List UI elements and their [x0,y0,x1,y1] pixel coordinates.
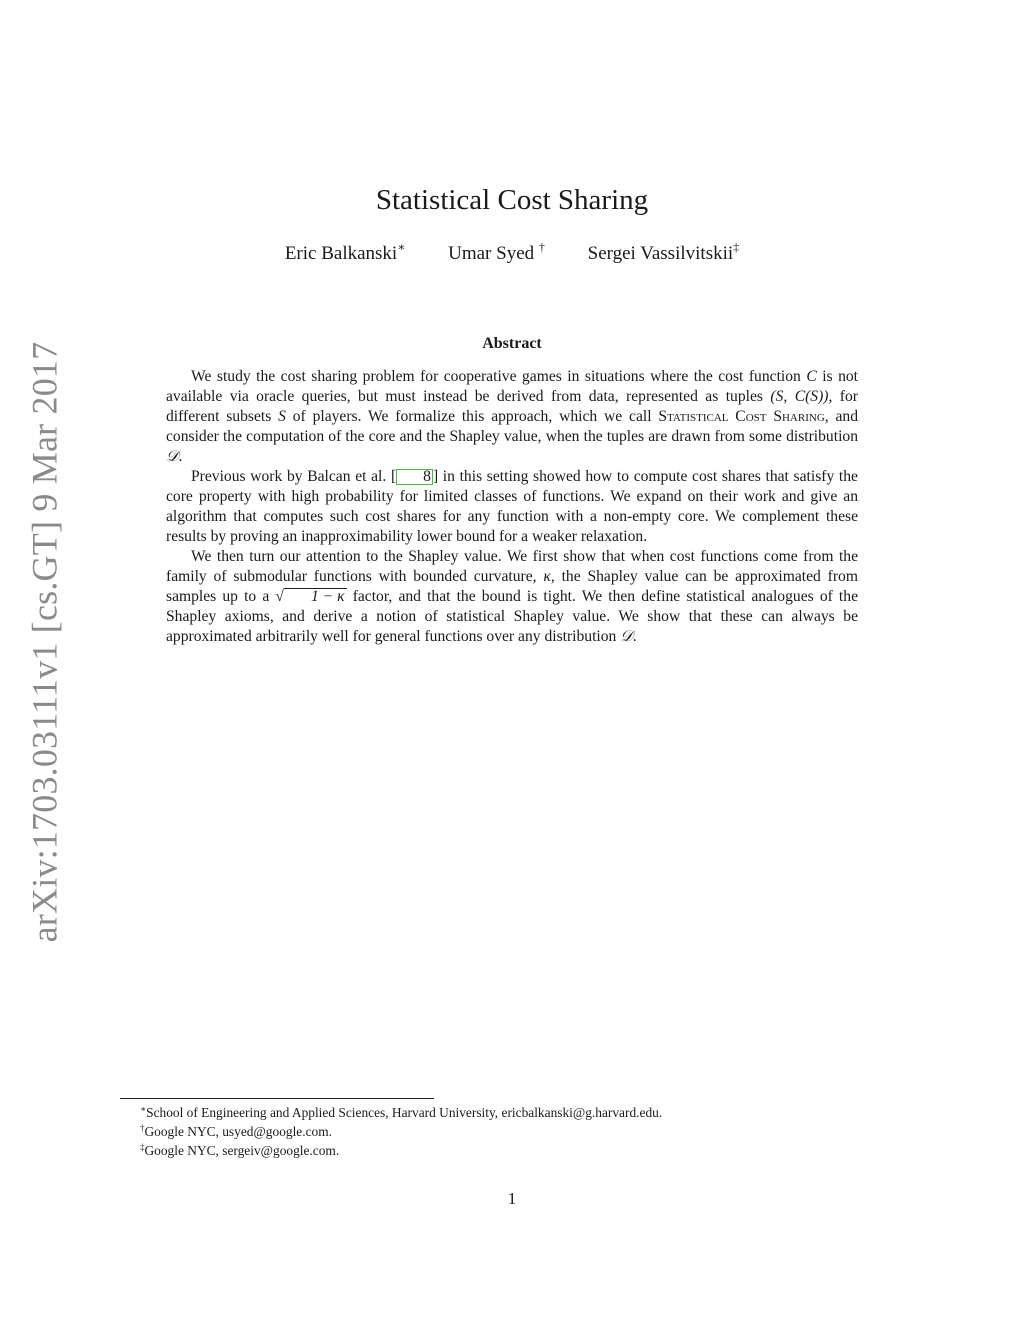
footnote-text: Google NYC, sergeiv@google.com. [144,1143,340,1158]
author-footnote-mark[interactable]: ∗ [397,240,406,254]
text-run: We then turn our attention to the Shapley value. We first show that when cost functions come from the family of submodular functions with bounded curvature, [166,548,858,585]
abstract-heading: Abstract [482,335,542,352]
sqrt-radicand: 1 − κ [284,588,347,605]
math-distribution: 𝒟 [620,628,633,645]
author-name: Eric Balkanski [284,243,398,264]
citation-link[interactable]: 8 [396,469,433,485]
text-run: , and consider the computation of the core and the Shapley value, when the tuples are drawn from some distribution [166,408,859,445]
author [284,240,406,265]
author [587,240,740,265]
author [448,240,545,265]
abstract-paragraph [166,547,858,647]
text-run: of players. We formalize this approach, which we call [285,408,659,425]
footnote-mark: ∗ [140,1104,147,1114]
author-footnote-mark[interactable]: ‡ [733,240,740,254]
text-run: We study the cost sharing problem for cooperative games in situations where the cost function [191,368,807,385]
math-curvature: κ [543,568,551,585]
text-run: , for different subsets [166,388,858,425]
text-run: , the Shapley value can be approximated from samples up to a [166,568,858,605]
footnote [140,1103,662,1122]
arxiv-identifier-text: arXiv:1703.03111v1 [cs.GT] 9 Mar 2017 [24,341,65,942]
footnote-text: Google NYC, usyed@google.com. [144,1124,333,1139]
author-name: Umar Syed [448,243,535,264]
text-run: factor, and that the bound is tight. We then define statistical analogues of the Shapley axioms, and derive a notion of statistical Shapley value. We show that these can always be approximated arbitrarily well for general functions over any distribution [166,588,858,645]
abstract-paragraph [166,467,858,547]
math-subset: S [278,408,286,425]
abstract-paragraph [166,367,858,467]
footnotes [140,1103,662,1160]
math-distribution: 𝒟 [166,448,179,465]
text-run: is not available via oracle queries, but must instead be derived from data, represented as tuples [166,368,859,405]
footnote [140,1122,662,1141]
author-name: Sergei Vassilvitskii [587,243,734,264]
author-footnote-mark[interactable]: † [538,240,545,254]
page-number: 1 [507,1189,517,1208]
arxiv-identifier-stamp [14,341,74,942]
method-name: Statistical Cost Sharing [658,408,825,425]
math-sqrt-expression [275,588,346,605]
footnote-text: School of Engineering and Applied Sciences, Harvard University, ericbalkanski@g.harvard.edu. [146,1105,663,1120]
text-run: . [178,448,183,465]
math-tuple: (S, C(S)) [770,388,829,405]
text-run: . [632,628,637,645]
footnote-mark: † [140,1123,145,1133]
text-run: ] in this setting showed how to compute cost shares that satisfy the core property with high probability for limited classes of functions. We expand on their work and give an algorithm that computes such cost shares for any function with a non-empty core. We complement these results by proving an inapproximability lower bound for a weaker relaxation. [166,468,858,545]
footnote-mark: ‡ [140,1142,145,1152]
math-cost-function: C [806,368,817,385]
footnote-divider [120,1098,434,1099]
paper-title: Statistical Cost Sharing [375,184,649,216]
abstract-body [166,367,858,647]
footnote [140,1141,662,1160]
text-run: Previous work by Balcan et al. [ [191,468,397,485]
author-list [0,240,1024,265]
sqrt-sign: √ [275,588,284,605]
